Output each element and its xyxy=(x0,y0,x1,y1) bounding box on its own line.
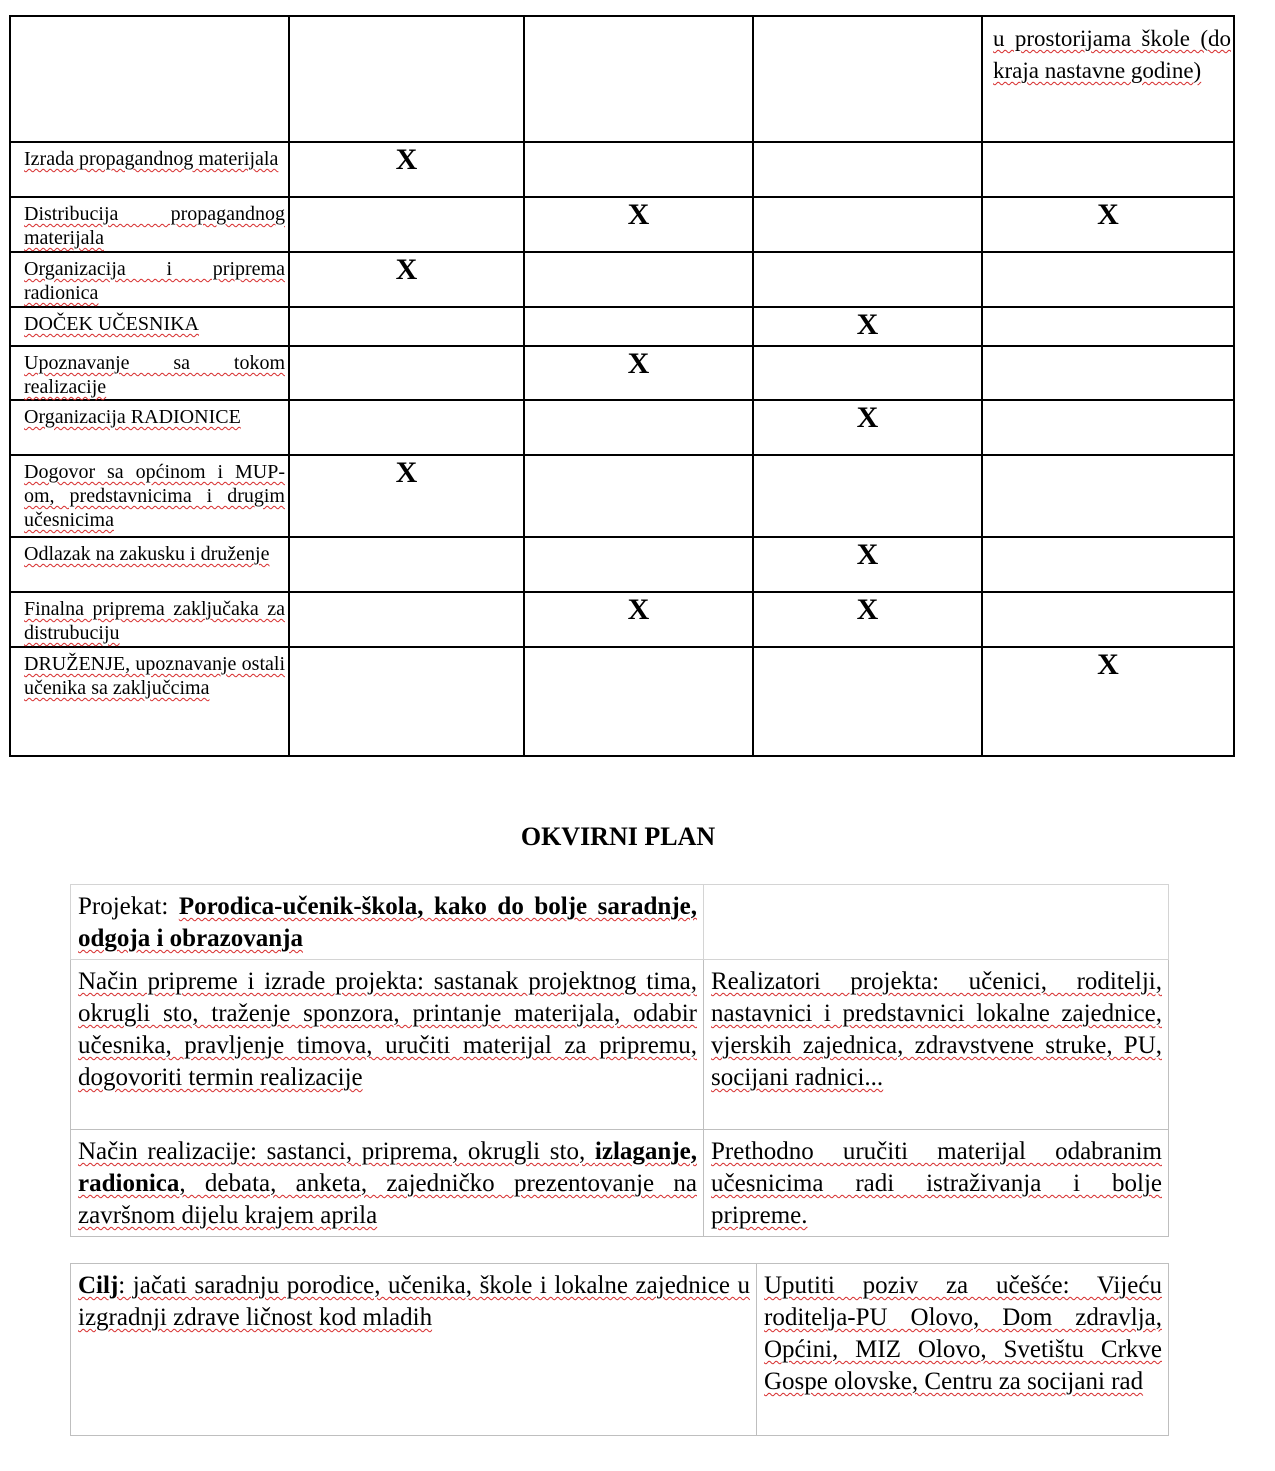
activity-label: Distribucija propagandnog materijala xyxy=(10,197,289,252)
activity-label: Izrada propagandnog materijala xyxy=(10,142,289,197)
schedule-mark: X xyxy=(982,197,1234,252)
activity-label: Dogovor sa općinom i MUP-om, predstavnicima i drugim učesnicima xyxy=(10,455,289,537)
schedule-cell xyxy=(524,252,753,307)
schedule-mark: X xyxy=(289,252,524,307)
schedule-row xyxy=(10,142,1234,197)
schedule-cell xyxy=(10,16,289,142)
schedule-cell xyxy=(982,537,1234,592)
schedule-cell xyxy=(753,142,982,197)
schedule-cell xyxy=(289,346,524,400)
goal-cell: Cilj: jačati saradnju porodice, učenika, škole i lokalne zajednice u izgradnji zdrave ličnost kod mladih xyxy=(71,1264,757,1436)
activity-label: Organizacija i priprema radionica xyxy=(10,252,289,307)
plan-title: OKVIRNI PLAN xyxy=(520,822,716,851)
activity-label: Odlazak na zakusku i druženje xyxy=(10,537,289,592)
activity-schedule-table xyxy=(9,15,1235,757)
schedule-header-note: u prostorijama škole (do kraja nastavne godine) xyxy=(982,16,1234,142)
goal-table xyxy=(70,1263,1169,1436)
schedule-mark: X xyxy=(289,142,524,197)
schedule-row xyxy=(10,647,1234,756)
empty-cell xyxy=(704,885,1169,960)
activity-label: Organizacija RADIONICE xyxy=(10,400,289,455)
schedule-cell xyxy=(524,455,753,537)
implementers-cell: Realizatori projekta: učenici, roditelji, nastavnici i predstavnici lokalne zajednice, vjerskih zajednica, zdravstvene struke, PU, socijani radnici... xyxy=(704,960,1169,1130)
project-cell: Projekat: Porodica-učenik-škola, kako do bolje saradnje, odgoja i obrazovanja xyxy=(71,885,704,960)
schedule-cell xyxy=(524,16,753,142)
schedule-header-row xyxy=(10,16,1234,142)
schedule-row xyxy=(10,455,1234,537)
invitation-cell: Uputiti poziv za učešće: Vijeću roditelja-PU Olovo, Dom zdravlja, Općini, MIZ Olovo, Svetištu Crkve Gospe olovske, Centru za socijani rad xyxy=(757,1264,1169,1436)
activity-label: Finalna priprema zaključaka za distrubuciju xyxy=(10,592,289,647)
preparation-cell: Način pripreme i izrade projekta: sastanak projektnog tima, okrugli sto, traženje sponzora, printanje materijala, odabir učesnika, pravljenje timova, uručiti materijal za pripremu, dogovoriti termin realizacije xyxy=(71,960,704,1130)
schedule-mark: X xyxy=(753,592,982,647)
schedule-row xyxy=(10,537,1234,592)
schedule-cell xyxy=(289,197,524,252)
schedule-cell xyxy=(524,647,753,756)
schedule-cell xyxy=(524,142,753,197)
schedule-cell xyxy=(982,252,1234,307)
schedule-mark: X xyxy=(524,197,753,252)
activity-label: Upoznavanje sa tokom realizacije xyxy=(10,346,289,400)
schedule-cell xyxy=(753,197,982,252)
schedule-cell xyxy=(982,592,1234,647)
schedule-cell xyxy=(524,400,753,455)
activity-label: DOČEK UČESNIKA xyxy=(10,307,289,346)
schedule-mark: X xyxy=(524,592,753,647)
schedule-row xyxy=(10,307,1234,346)
schedule-mark: X xyxy=(982,647,1234,756)
schedule-cell xyxy=(982,455,1234,537)
schedule-cell xyxy=(753,252,982,307)
project-name: Porodica-učenik-škola, kako do bolje saradnje, odgoja i obrazovanja xyxy=(78,893,697,952)
schedule-mark: X xyxy=(753,537,982,592)
schedule-row xyxy=(10,197,1234,252)
schedule-row xyxy=(10,400,1234,455)
schedule-cell xyxy=(982,142,1234,197)
schedule-cell xyxy=(289,592,524,647)
schedule-row xyxy=(10,346,1234,400)
schedule-cell xyxy=(753,16,982,142)
activity-label: DRUŽENJE, upoznavanje ostali učenika sa zaključcima xyxy=(10,647,289,756)
realization-cell: Način realizacije: sastanci, priprema, okrugli sto, izlaganje, radionica, debata, anketa, zajedničko prezentovanje na završnom dijelu krajem aprila xyxy=(71,1130,704,1237)
schedule-mark: X xyxy=(524,346,753,400)
material-cell: Prethodno uručiti materijal odabranim učesnicima radi istraživanja i bolje pripreme. xyxy=(704,1130,1169,1237)
plan-table xyxy=(70,884,1169,1237)
schedule-cell xyxy=(289,400,524,455)
schedule-cell xyxy=(289,16,524,142)
schedule-cell xyxy=(753,647,982,756)
schedule-cell xyxy=(524,537,753,592)
schedule-cell xyxy=(289,647,524,756)
schedule-row xyxy=(10,252,1234,307)
schedule-mark: X xyxy=(753,400,982,455)
schedule-cell xyxy=(753,346,982,400)
schedule-cell xyxy=(982,400,1234,455)
schedule-cell xyxy=(289,537,524,592)
schedule-mark: X xyxy=(289,455,524,537)
schedule-row xyxy=(10,592,1234,647)
schedule-cell xyxy=(982,307,1234,346)
schedule-mark: X xyxy=(753,307,982,346)
schedule-cell xyxy=(753,455,982,537)
schedule-cell xyxy=(524,307,753,346)
schedule-cell xyxy=(289,307,524,346)
schedule-cell xyxy=(982,346,1234,400)
